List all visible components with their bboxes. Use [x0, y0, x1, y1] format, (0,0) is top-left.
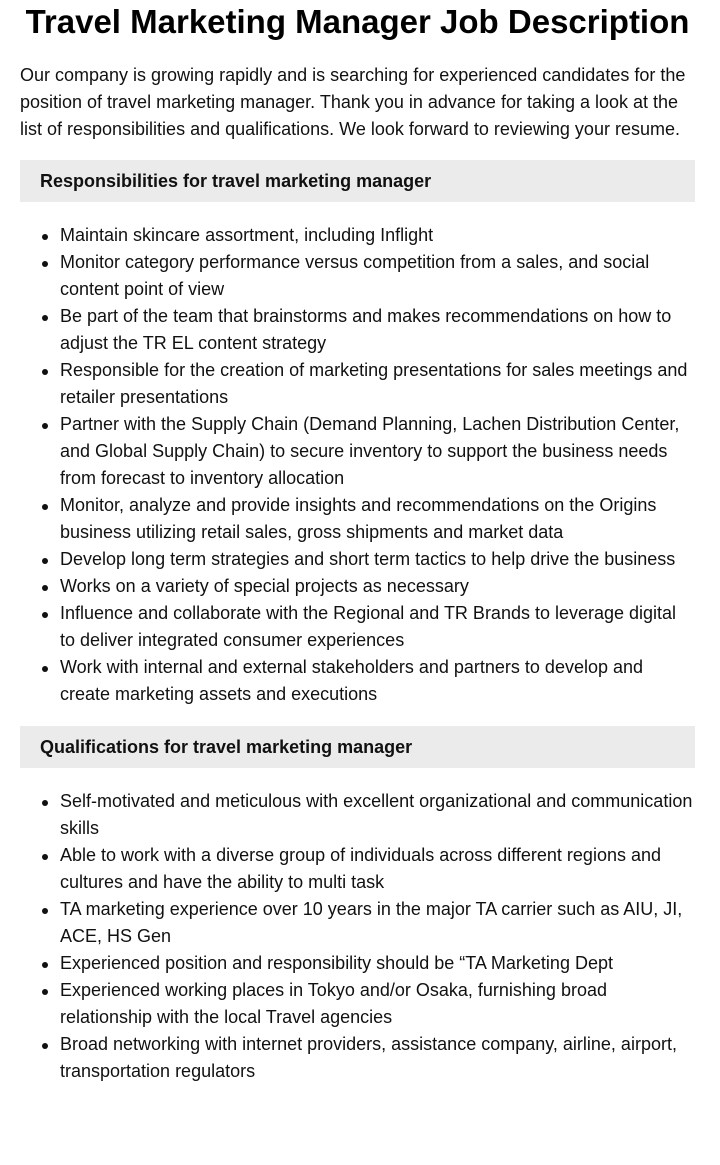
list-item: Monitor category performance versus competition from a sales, and social content point of view [60, 249, 695, 303]
list-item: Maintain skincare assortment, including Inflight [60, 222, 695, 249]
qualifications-heading: Qualifications for travel marketing manager [20, 726, 695, 768]
list-item: Be part of the team that brainstorms and makes recommendations on how to adjust the TR EL content strategy [60, 303, 695, 357]
list-item: Works on a variety of special projects as necessary [60, 573, 695, 600]
list-item: Responsible for the creation of marketing presentations for sales meetings and retailer presentations [60, 357, 695, 411]
list-item: Self-motivated and meticulous with excellent organizational and communication skills [60, 788, 695, 842]
list-item: Able to work with a diverse group of individuals across different regions and cultures and have the ability to multi task [60, 842, 695, 896]
page-title: Travel Marketing Manager Job Description [25, 3, 690, 40]
intro-paragraph: Our company is growing rapidly and is searching for experienced candidates for the position of travel marketing manager. Thank you in advance for taking a look at the list of responsibilities and qualifications. We look forward to reviewing your resume. [20, 65, 686, 139]
list-item: Partner with the Supply Chain (Demand Planning, Lachen Distribution Center, and Global Supply Chain) to secure inventory to support the business needs from forecast to inventory allocation [60, 411, 695, 492]
responsibilities-heading: Responsibilities for travel marketing manager [20, 160, 695, 202]
list-item: Develop long term strategies and short term tactics to help drive the business [60, 546, 695, 573]
responsibilities-list [20, 222, 695, 708]
list-item: Experienced position and responsibility should be “TA Marketing Dept [60, 950, 695, 977]
list-item: Influence and collaborate with the Regional and TR Brands to leverage digital to deliver integrated consumer experiences [60, 600, 695, 654]
list-item: TA marketing experience over 10 years in the major TA carrier such as AIU, JI, ACE, HS Gen [60, 896, 695, 950]
list-item: Work with internal and external stakeholders and partners to develop and create marketing assets and executions [60, 654, 695, 708]
list-item: Monitor, analyze and provide insights and recommendations on the Origins business utilizing retail sales, gross shipments and market data [60, 492, 695, 546]
list-item: Experienced working places in Tokyo and/or Osaka, furnishing broad relationship with the local Travel agencies [60, 977, 695, 1031]
list-item: Broad networking with internet providers, assistance company, airline, airport, transportation regulators [60, 1031, 695, 1085]
qualifications-list [20, 788, 695, 1085]
